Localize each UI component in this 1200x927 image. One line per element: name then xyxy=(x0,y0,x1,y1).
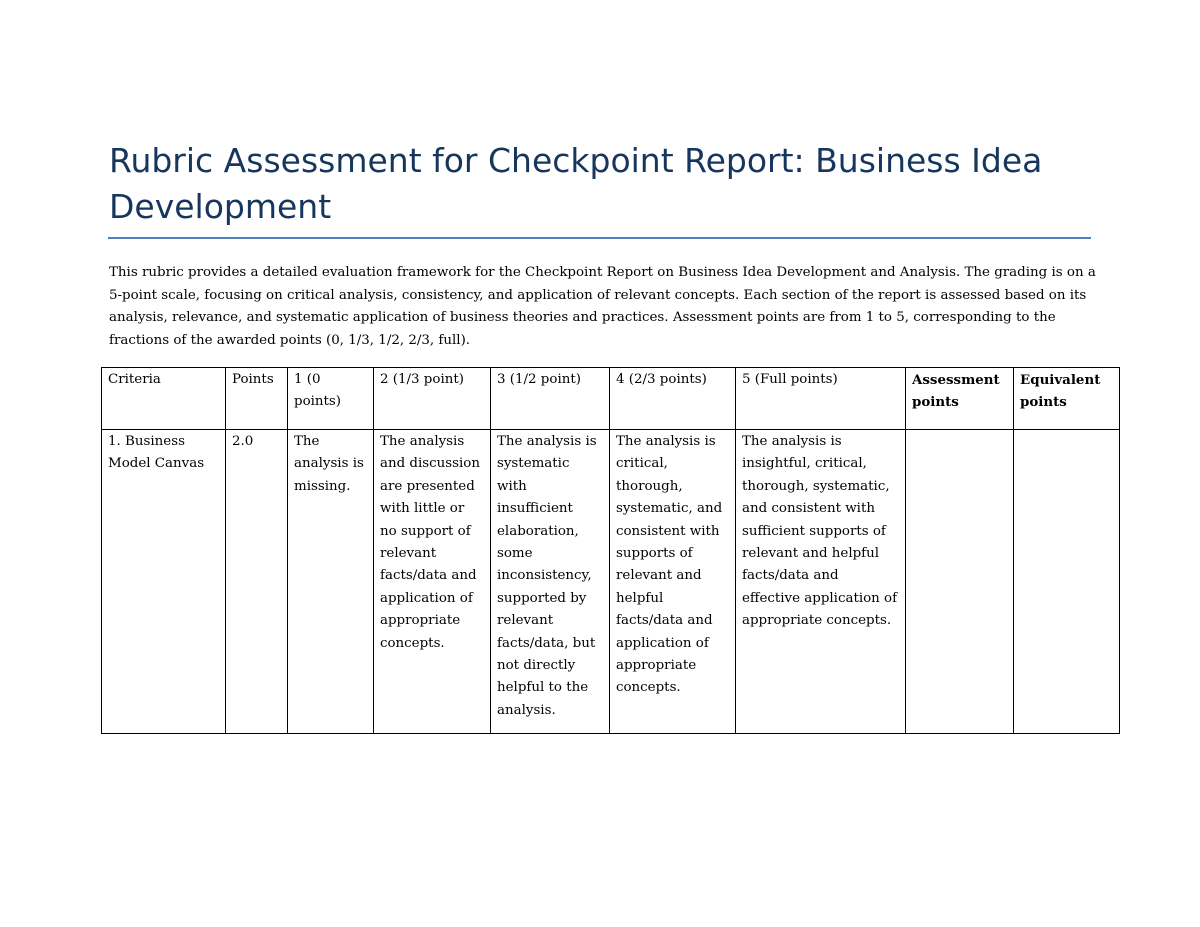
cell-level-3: The analysis is systematic with insufficient elaboration, some inconsistency, supported by relevant facts/data, but not directly helpful to the analysis. xyxy=(491,430,610,734)
header-criteria: Criteria xyxy=(102,368,226,430)
table-row xyxy=(102,430,1120,734)
cell-level-2: The analysis and discussion are presented with little or no support of relevant facts/data and application of appropriate concepts. xyxy=(374,430,491,734)
cell-level-1: The analysis is missing. xyxy=(288,430,374,734)
title-underline xyxy=(108,237,1091,239)
header-points: Points xyxy=(226,368,288,430)
intro-paragraph: This rubric provides a detailed evaluation framework for the Checkpoint Report on Business Idea Development and Analysis. The grading is on a 5-point scale, focusing on critical analysis, consistency, and application of relevant concepts. Each section of the report is assessed based on its analysis, relevance, and systematic application of business theories and practices. Assessment points are from 1 to 5, corresponding to the fractions of the awarded points (0, 1/3, 1/2, 2/3, full). xyxy=(109,265,1096,348)
header-level-5: 5 (Full points) xyxy=(736,368,906,430)
header-level-1: 1 (0 points) xyxy=(288,368,374,430)
table-header-row xyxy=(102,368,1120,430)
cell-points: 2.0 xyxy=(226,430,288,734)
header-equivalent-points: Equivalent points xyxy=(1014,368,1120,430)
header-level-3: 3 (1/2 point) xyxy=(491,368,610,430)
cell-criteria: 1. Business Model Canvas xyxy=(102,430,226,734)
cell-equivalent-points[interactable] xyxy=(1014,430,1120,734)
header-level-2: 2 (1/3 point) xyxy=(374,368,491,430)
header-level-4: 4 (2/3 points) xyxy=(610,368,736,430)
cell-assessment-points[interactable] xyxy=(906,430,1014,734)
rubric-table xyxy=(101,367,1120,734)
cell-level-4: The analysis is critical, thorough, systematic, and consistent with supports of relevant and helpful facts/data and application of appropriate concepts. xyxy=(610,430,736,734)
header-assessment-points: Assessment points xyxy=(906,368,1014,430)
document-title: Rubric Assessment for Checkpoint Report: Business Idea Development xyxy=(109,141,1043,226)
cell-level-5: The analysis is insightful, critical, thorough, systematic, and consistent with sufficient supports of relevant and helpful facts/data and effective application of appropriate concepts. xyxy=(736,430,906,734)
